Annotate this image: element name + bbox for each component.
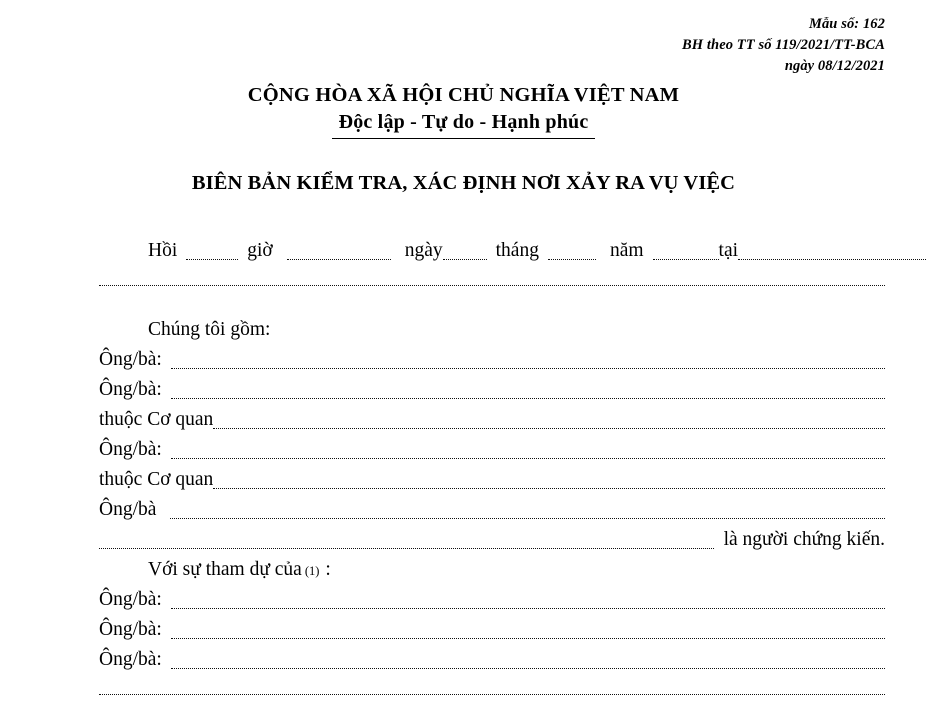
- national-motto: [0, 109, 927, 139]
- location-continuation-row: [99, 285, 885, 315]
- input-year[interactable]: [653, 259, 719, 260]
- input-attendee-name-2[interactable]: [171, 638, 885, 639]
- input-month[interactable]: [548, 259, 596, 260]
- datetime-row: [99, 236, 927, 266]
- input-day[interactable]: [443, 259, 487, 260]
- input-attendee-name-3[interactable]: [171, 668, 885, 669]
- input-attendee-continued[interactable]: [99, 694, 885, 695]
- attendee-row-1: [99, 585, 885, 615]
- label-thang: tháng: [495, 240, 539, 261]
- attendees-heading-row: Với sự tham dự của (1) :: [99, 555, 927, 585]
- input-agency-1[interactable]: [213, 428, 885, 429]
- member-row-3: [99, 435, 885, 465]
- label-ong-ba-no-colon: Ông/bà: [99, 499, 157, 520]
- form-circular: BH theo TT số 119/2021/TT-BCA: [682, 37, 885, 53]
- attendee-row-3: [99, 645, 885, 675]
- member-row-1: [99, 345, 885, 375]
- label-ong-ba: Ông/bà:: [99, 439, 162, 460]
- input-attendee-name-1[interactable]: [171, 608, 885, 609]
- attendees-colon: :: [325, 559, 331, 580]
- label-la-nguoi-chung-kien: là người chứng kiến.: [723, 529, 885, 550]
- input-member-name-1[interactable]: [171, 368, 885, 369]
- label-voi-su-tham-du-cua: Với sự tham dự của: [148, 559, 302, 580]
- label-ong-ba: Ông/bà:: [99, 589, 162, 610]
- form-body: [99, 236, 885, 707]
- label-nam: năm: [609, 240, 644, 261]
- country-name: CỘNG HÒA XÃ HỘI CHỦ NGHĨA VIỆT NAM: [247, 84, 680, 106]
- agency-row-2: [99, 465, 885, 495]
- label-chung-toi-gom: Chúng tôi gồm:: [148, 319, 271, 340]
- label-ong-ba: Ông/bà:: [99, 379, 162, 400]
- label-ong-ba: Ông/bà:: [99, 619, 162, 640]
- label-gio: giờ: [247, 240, 273, 261]
- participants-heading-row: [99, 315, 927, 345]
- page-title: BIÊN BẢN KIỂM TRA, XÁC ĐỊNH NƠI XẢY RA VỤ VIỆC: [191, 172, 736, 194]
- agency-row-1: [99, 405, 885, 435]
- form-reference-block: [465, 14, 885, 77]
- national-heading: [0, 82, 927, 139]
- label-thuoc-co-quan: thuộc Cơ quan: [99, 469, 214, 490]
- label-hoi: Hồi: [148, 240, 178, 261]
- label-thuoc-co-quan: thuộc Cơ quan: [99, 409, 214, 430]
- member-row-2: [99, 375, 885, 405]
- label-ong-ba: Ông/bà:: [99, 649, 162, 670]
- national-motto-text: Độc lập - Tự do - Hạnh phúc: [332, 109, 596, 139]
- witness-row: [99, 495, 885, 525]
- attendee-continuation-row: [99, 694, 885, 707]
- input-member-name-3[interactable]: [171, 458, 885, 459]
- input-location-continued[interactable]: [99, 285, 885, 286]
- input-member-name-2[interactable]: [171, 398, 885, 399]
- input-agency-2[interactable]: [213, 488, 885, 489]
- input-witness-name[interactable]: [170, 518, 885, 519]
- attendee-row-2: [99, 615, 885, 645]
- label-ong-ba: Ông/bà:: [99, 349, 162, 370]
- label-ngay: ngày: [404, 240, 443, 261]
- label-tai: tại: [718, 240, 739, 261]
- input-location[interactable]: [738, 259, 927, 260]
- input-witness-name-continued[interactable]: [99, 548, 714, 549]
- form-number: Mẫu số: 162: [808, 16, 885, 32]
- form-date: ngày 08/12/2021: [784, 58, 885, 74]
- input-hour[interactable]: [186, 259, 238, 260]
- input-minute[interactable]: [287, 259, 391, 260]
- witness-continuation-row: [99, 525, 885, 555]
